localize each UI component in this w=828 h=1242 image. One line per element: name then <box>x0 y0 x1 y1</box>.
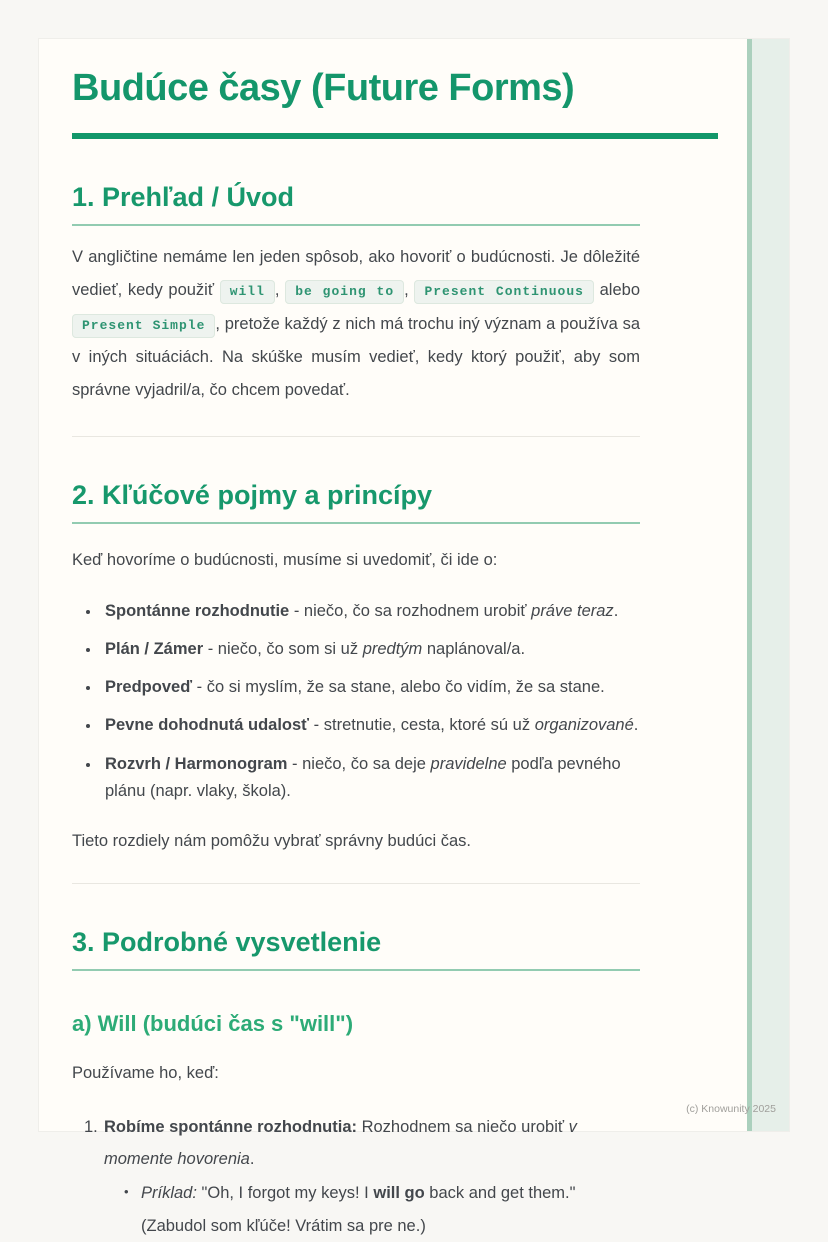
section-key-concepts <box>72 480 640 884</box>
subsection-a-intro: Používame ho, keď: <box>72 1064 219 1083</box>
example-bullet <box>104 1177 640 1241</box>
text-run: - niečo, čo sa deje <box>287 754 431 773</box>
subsection-a-heading: a) Will (budúci čas s "will") <box>72 1011 354 1037</box>
code-badge-present-continuous: Present Continuous <box>414 280 594 304</box>
text-run: , pretože každý z nich má trochu iný význam a používa sa v iných situáciách. Na skúške musím vedieť, kedy ktorý použiť, aby som správne vyjadril/a, čo chcem povedať. <box>72 314 641 400</box>
text-run: V angličtine nemáme len jeden spôsob, ako hovoriť o budúcnosti. Je dôležité vedieť, kedy použiť <box>72 248 640 300</box>
item-number: 1. <box>84 1118 98 1137</box>
overview-paragraph <box>72 241 640 408</box>
section-detailed-explanation <box>72 927 640 1242</box>
code-badge-present-simple: Present Simple <box>72 314 215 338</box>
numbered-list <box>72 1111 640 1242</box>
section-divider <box>72 883 640 884</box>
section-2-heading: 2. Kľúčové pojmy a princípy <box>72 480 640 524</box>
text-run: "Oh, I forgot my keys! I <box>196 1184 374 1203</box>
text-run: - niečo, čo som si už <box>203 639 363 658</box>
italic-term: v momente hovorenia <box>104 1118 577 1169</box>
bold-term: Plán / Zámer <box>105 639 204 658</box>
text-run: , <box>274 281 286 300</box>
text-run: naplánoval/a. <box>422 639 526 658</box>
list-item <box>101 712 640 739</box>
list-item <box>101 751 640 805</box>
bold-term: Robíme spontánne rozhodnutia: <box>104 1118 357 1137</box>
key-concepts-outro: Tieto rozdiely nám pomôžu vybrať správny budúci čas. <box>72 832 472 850</box>
list-item <box>101 598 640 625</box>
section-1-heading: 1. Prehľad / Úvod <box>72 182 640 226</box>
bold-term: Spontánne rozhodnutie <box>105 601 290 620</box>
text-run: . <box>613 601 619 620</box>
key-concepts-intro: Keď hovoríme o budúcnosti, musíme si uvedomiť, či ide o: <box>72 550 498 569</box>
bold-term: Predpoveď <box>105 678 193 697</box>
list-item <box>101 636 640 663</box>
numbered-item <box>72 1111 640 1242</box>
code-badge-be-going-to: be going to <box>285 280 404 304</box>
item-body <box>104 1111 640 1242</box>
list-item <box>101 674 640 701</box>
code-badge-will: will <box>220 280 275 304</box>
page-accent-strip <box>747 39 789 1131</box>
bullet-dot-icon <box>124 1177 141 1241</box>
text-run: - stretnutie, cesta, ktoré sú už <box>309 716 535 735</box>
section-overview <box>72 182 640 437</box>
italic-term: pravidelne <box>430 754 507 773</box>
key-concepts-list <box>72 598 640 805</box>
example-label: Príklad: <box>141 1184 197 1203</box>
italic-term: predtým <box>362 639 423 658</box>
section-divider <box>72 436 640 437</box>
text-run: podľa pevného plánu (napr. vlaky, škola). <box>105 754 621 800</box>
section-3-heading: 3. Podrobné vysvetlenie <box>72 927 640 971</box>
copyright-note: (c) Knowunity 2025 <box>686 1103 776 1115</box>
page-content <box>72 39 718 1242</box>
example-text <box>141 1177 640 1241</box>
text-run: - niečo, čo sa rozhodnem urobiť <box>289 601 532 620</box>
doc-title: Budúce časy (Future Forms) <box>72 67 718 139</box>
body-column <box>72 182 640 1242</box>
italic-term: práve teraz <box>531 601 614 620</box>
bold-term: Rozvrh / Harmonogram <box>105 754 288 773</box>
italic-term: organizované <box>534 716 634 735</box>
text-run: Rozhodnem sa niečo urobiť <box>357 1118 569 1137</box>
text-run: back and get them." (Zabudol som kľúče! Vrátim sa pre ne.) <box>141 1184 576 1235</box>
text-run: . <box>633 716 639 735</box>
item-text <box>104 1111 640 1175</box>
text-run: . <box>249 1150 255 1169</box>
text-run: alebo <box>593 281 640 300</box>
document-page <box>38 38 790 1235</box>
text-run: , <box>404 281 415 300</box>
bold-term: Pevne dohodnutá udalosť <box>105 716 310 735</box>
bold-term: will go <box>373 1184 425 1203</box>
text-run: - čo si myslím, že sa stane, alebo čo vidím, že sa stane. <box>192 678 605 697</box>
